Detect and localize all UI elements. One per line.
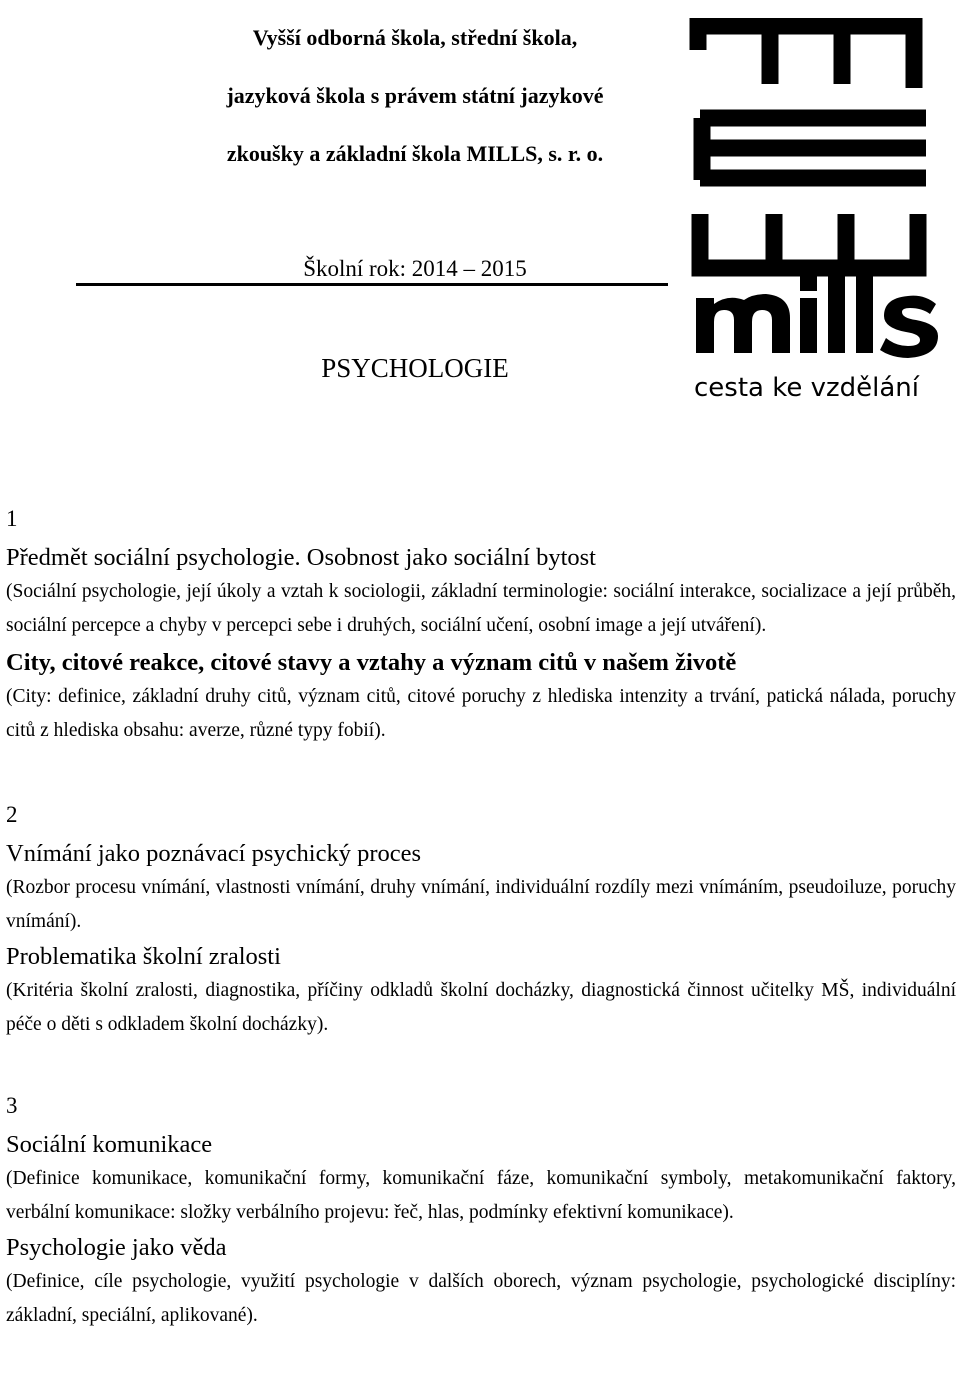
topic-description: (Sociální psychologie, její úkoly a vztah k sociologii, základní terminologie: sociální interakce, socializace a její průběh, sociální percepce a chyby v percepci sebe i druhých, sociální učení, osobní image a její utváření). (6, 581, 956, 636)
topic-description: (City: definice, základní druhy citů, význam citů, citové poruchy z hlediska intenzity a trvání, patická nálada, poruchy citů z hlediska obsahu: averze, různé typy fobií). (6, 686, 956, 741)
topic-description: (Rozbor procesu vnímání, vlastnosti vnímání, druhy vnímání, individuální rozdíly mezi vnímáním, pseudoiluze, poruchy vnímání). (6, 877, 956, 932)
school-name-line-2: jazyková škola s právem státní jazykové (226, 83, 604, 108)
topic-title: Předmět sociální psychologie. Osobnost jako sociální bytost (6, 544, 596, 571)
topic-title: Sociální komunikace (6, 1131, 213, 1158)
topic-title: Problematika školní zralosti (6, 943, 281, 970)
section-number: 3 (6, 1093, 18, 1118)
topic-title: Vnímání jako poznávací psychický proces (6, 840, 422, 867)
mills-mark-icon (698, 26, 926, 268)
logo-tagline: cesta ke vzdělání (694, 373, 920, 403)
section-number: 2 (6, 802, 18, 827)
topic-description: (Kritéria školní zralosti, diagnostika, příčiny odkladů školní docházky, diagnostická činnost učitelky MŠ, individuální péče o děti s odkladem školní docházky). (6, 980, 956, 1035)
school-year: Školní rok: 2014 – 2015 (303, 256, 527, 281)
school-name-line-1: Vyšší odborná škola, střední škola, (252, 25, 578, 50)
topic-description: (Definice, cíle psychologie, využití psychologie v dalších oborech, význam psychologie, psychologické disciplíny: základní, speciální, aplikované). (6, 1271, 956, 1326)
topic-title: Psychologie jako věda (6, 1234, 227, 1261)
mills-logo (686, 18, 948, 403)
header-divider (76, 283, 668, 286)
section-spacer (6, 748, 956, 800)
section-number: 1 (6, 506, 18, 531)
subject-title: PSYCHOLOGIE (321, 353, 509, 383)
mills-wordmark (696, 270, 938, 358)
topic-title: City, citové reakce, citové stavy a vztahy a význam citů v našem životě (6, 649, 737, 676)
section-spacer (6, 1042, 956, 1091)
syllabus-content (6, 504, 956, 1333)
school-name-line-3: zkoušky a základní škola MILLS, s. r. o. (226, 141, 604, 166)
document-header (0, 0, 960, 440)
topic-description: (Definice komunikace, komunikační formy, komunikační fáze, komunikační symboly, metakomunikační faktory, verbální komunikace: složky verbálního projevu: řeč, hlas, podmínky efektivní komunikace). (6, 1168, 956, 1223)
